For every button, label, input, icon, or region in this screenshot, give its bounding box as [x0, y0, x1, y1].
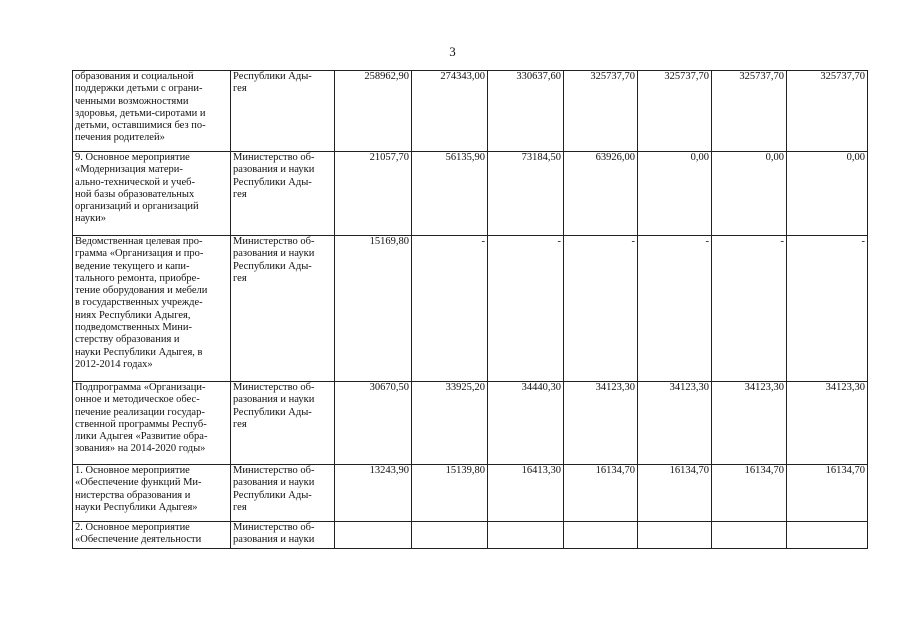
- funding-value-cell: [787, 522, 868, 549]
- funding-value-cell: -: [787, 236, 868, 382]
- executor-line: Республики Ады-: [233, 71, 312, 82]
- description-line: поддержки детьми с ограни-: [75, 83, 203, 95]
- measure-description-cell: [73, 71, 231, 152]
- budget-table: [72, 70, 868, 549]
- description-line: здоровья, детьми-сиротами и: [75, 107, 206, 119]
- funding-value-cell: -: [488, 236, 564, 382]
- description-line: грамма «Организация и про-: [75, 248, 204, 260]
- description-line: «Модернизация матери-: [75, 164, 183, 176]
- funding-value-cell: -: [412, 236, 488, 382]
- funding-value-cell: 330637,60: [488, 71, 564, 152]
- executor-line: Министерство об-: [233, 522, 315, 533]
- funding-value-cell: 13243,90: [335, 465, 412, 522]
- measure-description-cell: [73, 382, 231, 465]
- description-line: науки Республики Адыгея, в: [75, 346, 203, 358]
- description-line: нистерства образования и: [75, 489, 191, 501]
- executor-line: гея: [233, 501, 247, 513]
- funding-value-cell: 16134,70: [564, 465, 638, 522]
- page-number: 3: [449, 44, 456, 59]
- description-line: подведомственных Мини-: [75, 322, 193, 334]
- funding-value-cell: 15139,80: [412, 465, 488, 522]
- description-line: науки»: [75, 213, 106, 225]
- executor-cell: [231, 465, 335, 522]
- description-line: зования» на 2014-2020 годы»: [75, 443, 206, 455]
- description-line: ной базы образовательных: [75, 188, 195, 200]
- executor-line: Республики Ады-: [233, 489, 312, 501]
- table-row: [73, 152, 868, 236]
- measure-description-cell: [73, 236, 231, 382]
- funding-value-cell: [638, 522, 712, 549]
- description-line: печение реализации государ-: [75, 406, 205, 418]
- table-row: [73, 465, 868, 522]
- funding-value-cell: 16134,70: [787, 465, 868, 522]
- description-line: ально-технической и учеб-: [75, 176, 195, 188]
- executor-line: Министерство об-: [233, 382, 315, 393]
- funding-value-cell: 15169,80: [335, 236, 412, 382]
- executor-line: разования и науки: [233, 394, 315, 406]
- table-body: [73, 71, 868, 549]
- funding-value-cell: 16134,70: [712, 465, 787, 522]
- funding-value-cell: 34123,30: [787, 382, 868, 465]
- funding-value-cell: 258962,90: [335, 71, 412, 152]
- description-line: лики Адыгея «Развитие обра-: [75, 431, 208, 443]
- executor-line: гея: [233, 418, 247, 430]
- funding-value-cell: 34123,30: [564, 382, 638, 465]
- funding-value-cell: 34123,30: [712, 382, 787, 465]
- description-line: онное и методическое обес-: [75, 394, 200, 406]
- funding-value-cell: 0,00: [638, 152, 712, 236]
- executor-line: Республики Ады-: [233, 406, 312, 418]
- executor-line: Министерство об-: [233, 152, 315, 163]
- funding-value-cell: 0,00: [787, 152, 868, 236]
- description-line: науки Республики Адыгея»: [75, 501, 198, 513]
- executor-line: гея: [233, 272, 247, 284]
- description-line: Ведомственная целевая про-: [75, 236, 203, 247]
- funding-value-cell: 34123,30: [638, 382, 712, 465]
- executor-cell: [231, 236, 335, 382]
- funding-value-cell: -: [638, 236, 712, 382]
- table-row: [73, 71, 868, 152]
- executor-line: Республики Ады-: [233, 260, 312, 272]
- description-line: в государственных учрежде-: [75, 297, 203, 309]
- executor-line: разования и науки: [233, 534, 315, 546]
- executor-line: разования и науки: [233, 477, 315, 489]
- measure-description-cell: [73, 522, 231, 549]
- funding-value-cell: 33925,20: [412, 382, 488, 465]
- funding-value-cell: 34440,30: [488, 382, 564, 465]
- executor-line: Министерство об-: [233, 465, 315, 476]
- table-row: [73, 382, 868, 465]
- description-line: ниях Республики Адыгея,: [75, 309, 191, 321]
- funding-value-cell: 325737,70: [638, 71, 712, 152]
- funding-value-cell: 56135,90: [412, 152, 488, 236]
- description-line: 1. Основное мероприятие: [75, 465, 190, 476]
- description-line: тального ремонта, приобре-: [75, 272, 200, 284]
- executor-line: Республики Ады-: [233, 176, 312, 188]
- description-line: образования и социальной: [75, 71, 194, 82]
- description-line: 2. Основное мероприятие: [75, 522, 190, 533]
- description-line: детьми, оставшимися без по-: [75, 120, 206, 132]
- funding-value-cell: 63926,00: [564, 152, 638, 236]
- executor-line: гея: [233, 188, 247, 200]
- funding-value-cell: 325737,70: [564, 71, 638, 152]
- description-line: стерству образования и: [75, 334, 180, 346]
- description-line: Подпрограмма «Организаци-: [75, 382, 206, 393]
- funding-value-cell: 325737,70: [787, 71, 868, 152]
- funding-value-cell: 73184,50: [488, 152, 564, 236]
- funding-value-cell: [335, 522, 412, 549]
- table-row: [73, 236, 868, 382]
- description-line: 2012-2014 годах»: [75, 358, 153, 370]
- description-line: ственной программы Респуб-: [75, 418, 207, 430]
- funding-value-cell: 274343,00: [412, 71, 488, 152]
- measure-description-cell: [73, 465, 231, 522]
- executor-cell: [231, 152, 335, 236]
- description-line: 9. Основное мероприятие: [75, 152, 190, 163]
- funding-value-cell: -: [564, 236, 638, 382]
- funding-value-cell: [712, 522, 787, 549]
- executor-line: Министерство об-: [233, 236, 315, 247]
- description-line: ченными возможностями: [75, 95, 189, 107]
- funding-value-cell: 21057,70: [335, 152, 412, 236]
- executor-cell: [231, 522, 335, 549]
- table-row: [73, 522, 868, 549]
- description-line: тение оборудования и мебели: [75, 285, 208, 297]
- funding-value-cell: 16134,70: [638, 465, 712, 522]
- description-line: организаций и организаций: [75, 201, 199, 213]
- funding-value-cell: 16413,30: [488, 465, 564, 522]
- executor-cell: [231, 71, 335, 152]
- executor-line: гея: [233, 83, 247, 95]
- funding-value-cell: 0,00: [712, 152, 787, 236]
- funding-value-cell: 325737,70: [712, 71, 787, 152]
- description-line: печения родителей»: [75, 132, 165, 144]
- description-line: ведение текущего и капи-: [75, 260, 190, 272]
- executor-line: разования и науки: [233, 248, 315, 260]
- executor-line: разования и науки: [233, 164, 315, 176]
- measure-description-cell: [73, 152, 231, 236]
- executor-cell: [231, 382, 335, 465]
- description-line: «Обеспечение функций Ми-: [75, 477, 202, 489]
- funding-value-cell: -: [712, 236, 787, 382]
- funding-value-cell: [412, 522, 488, 549]
- funding-value-cell: [564, 522, 638, 549]
- funding-value-cell: [488, 522, 564, 549]
- funding-value-cell: 30670,50: [335, 382, 412, 465]
- description-line: «Обеспечение деятельности: [75, 534, 202, 546]
